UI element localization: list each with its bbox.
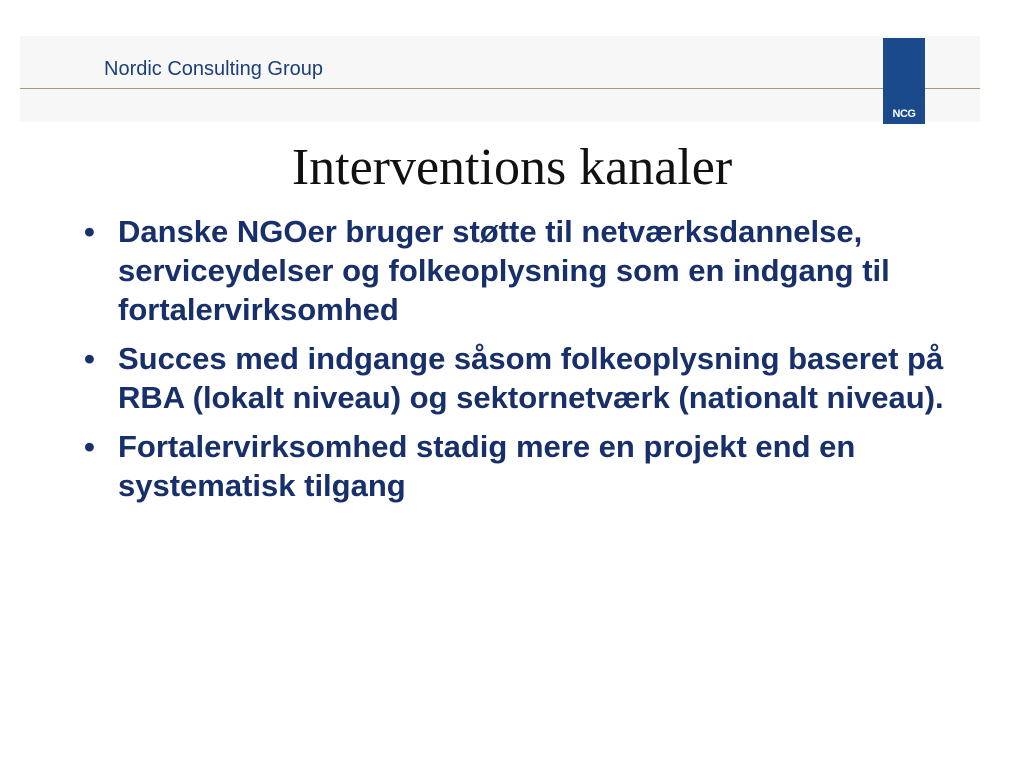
company-name: Nordic Consulting Group — [104, 58, 323, 80]
bullet-text: Succes med indgange såsom folkeoplysning baseret på RBA (lokalt niveau) og sektornetværk (nationalt niveau). — [118, 341, 944, 415]
slide-title: Interventions kanaler — [291, 139, 733, 196]
bullet-dot-icon: • — [84, 214, 95, 249]
bullet-item — [78, 212, 958, 329]
ncg-logo — [883, 38, 925, 124]
bullet-text: Fortalervirksomhed stadig mere en projekt end en systematisk tilgang — [118, 429, 856, 503]
bullet-text: Danske NGOer bruger støtte til netværksdannelse, serviceydelser og folkeoplysning som en indgang til fortalervirksomhed — [118, 214, 890, 327]
bullet-list — [78, 212, 958, 515]
bullet-dot-icon: • — [84, 429, 95, 464]
bullet-item — [78, 339, 958, 417]
bullet-item — [78, 427, 958, 505]
logo-text: NCG — [892, 108, 916, 120]
bullet-dot-icon: • — [84, 341, 95, 376]
header-divider — [20, 88, 980, 89]
